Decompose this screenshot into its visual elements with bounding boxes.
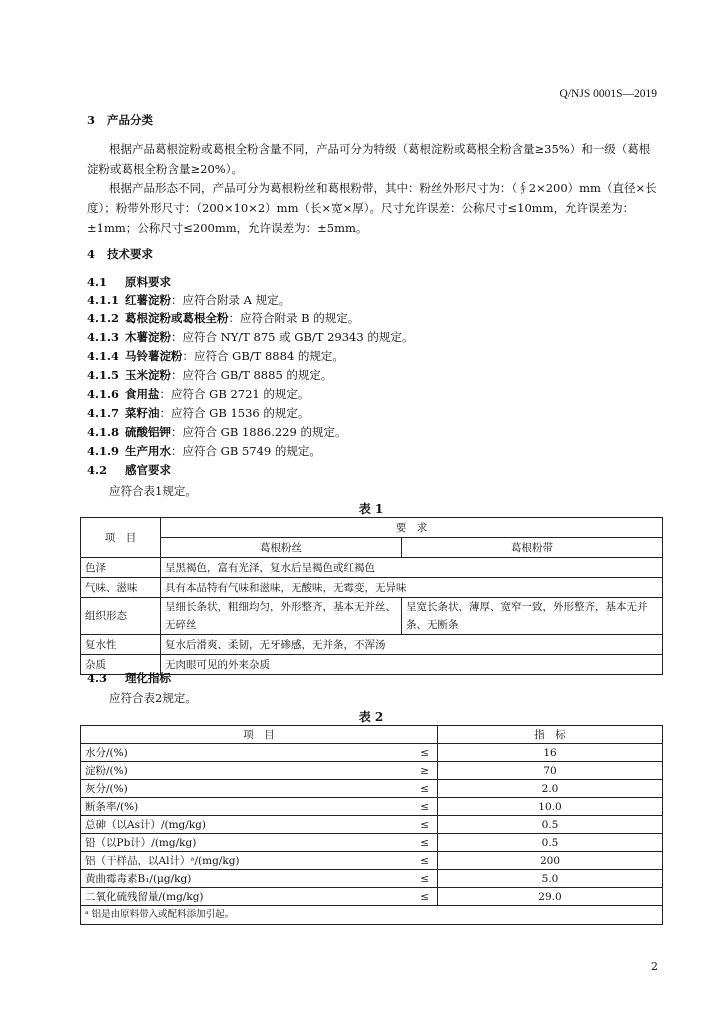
header-ribbon: 葛根粉带 — [402, 538, 663, 558]
table-2-caption: 表 2 — [358, 710, 384, 724]
document-code: Q/NJS 0001S—2019 — [559, 88, 657, 100]
table-row — [81, 635, 663, 655]
row-item: 淀粉/(%) — [81, 762, 337, 780]
subsection-number: 4.2 — [87, 463, 108, 477]
row-value: 70 — [438, 762, 663, 780]
header-item: 项 目 — [81, 518, 161, 558]
header-item: 项 目 — [81, 726, 438, 744]
table-row — [81, 834, 663, 852]
item-text: ：应符合 GB 1536 的规定。 — [159, 406, 310, 420]
row-item: 复水性 — [81, 635, 161, 655]
sensory-requirements-table — [80, 517, 663, 675]
section-3-heading — [87, 112, 153, 128]
table-row — [81, 888, 663, 906]
requirement-item — [87, 291, 290, 309]
item-name: 食用盐 — [125, 387, 160, 401]
table-header-row — [81, 518, 663, 538]
row-item: 水分/(%) — [81, 744, 337, 762]
item-number: 4.1.2 — [87, 311, 120, 325]
item-name: 马铃薯淀粉 — [125, 349, 183, 363]
item-name: 木薯淀粉 — [125, 330, 171, 344]
row-comparator: ≤ — [337, 744, 438, 762]
row-value: 200 — [438, 852, 663, 870]
requirement-item — [87, 404, 309, 422]
subsection-title: 原料要求 — [125, 275, 171, 289]
subsection-title: 感官要求 — [125, 463, 171, 477]
item-name: 生产用水 — [125, 444, 171, 458]
subsection-number: 4.1 — [87, 275, 108, 289]
item-name: 菜籽油 — [125, 406, 160, 420]
item-text: ：应符合 GB/T 8885 的规定。 — [171, 368, 333, 382]
item-number: 4.1.1 — [87, 293, 120, 307]
requirement-item — [87, 309, 359, 327]
row-comparator: ≤ — [337, 888, 438, 906]
requirement-item — [87, 347, 344, 365]
section-4-1-heading — [87, 274, 171, 290]
row-comparator: ≤ — [337, 852, 438, 870]
section-4-heading — [87, 246, 153, 262]
item-number: 4.1.3 — [87, 330, 120, 344]
requirement-item — [87, 423, 346, 441]
row-value: 0.5 — [438, 816, 663, 834]
item-name: 葛根淀粉或葛根全粉 — [125, 311, 229, 325]
row-value: 29.0 — [438, 888, 663, 906]
item-text: ：应符合 NY/T 875 或 GB/T 29343 的规定。 — [171, 330, 414, 344]
requirement-item — [87, 366, 332, 384]
item-number: 4.1.7 — [87, 406, 120, 420]
item-text: ：应符合 GB 5749 的规定。 — [171, 444, 321, 458]
table-footnote-row — [81, 906, 663, 925]
row-item: 杂质 — [81, 655, 161, 675]
row-requirement: 具有本品特有气味和滋味，无酸味，无霉变，无异味 — [161, 578, 663, 598]
row-comparator: ≤ — [337, 834, 438, 852]
table-1-caption: 表 1 — [358, 502, 384, 516]
item-text: ：应符合 GB/T 8884 的规定。 — [182, 349, 344, 363]
row-requirement: 无肉眼可见的外来杂质 — [161, 655, 663, 675]
table-1-reference: 应符合表1规定。 — [109, 484, 197, 498]
table-row — [81, 780, 663, 798]
row-item: 黄曲霉毒素B₁/(μg/kg) — [81, 870, 337, 888]
row-requirement-noodle: 呈细长条状，粗细均匀，外形整齐，基本无并丝、无碎丝 — [161, 598, 402, 635]
table-row — [81, 816, 663, 834]
table-row — [81, 852, 663, 870]
row-item: 灰分/(%) — [81, 780, 337, 798]
requirement-item — [87, 385, 309, 403]
item-number: 4.1.8 — [87, 425, 120, 439]
section-title: 技术要求 — [107, 247, 153, 261]
subsection-title: 理化指标 — [125, 671, 171, 685]
row-item: 断条率/(%) — [81, 798, 337, 816]
item-name: 硫酸铝钾 — [125, 425, 171, 439]
section-4-3-heading — [87, 670, 171, 686]
row-value: 10.0 — [438, 798, 663, 816]
section-3-paragraph-2: 根据产品形态不同，产品可分为葛根粉丝和葛根粉带，其中：粉丝外形尺寸为：（∮2×200）mm（直径×长度）；粉带外形尺寸：（200×10×2）mm（长×宽×厚）。尺寸允许误差：公称尺寸≤10mm，允许误差为：±1mm；公称尺寸≤200mm，允许误差为：±5mm。 — [87, 181, 657, 235]
table-subheader-row — [81, 538, 663, 558]
row-requirement-ribbon: 呈宽长条状，薄厚、宽窄一致，外形整齐，基本无并条、无断条 — [402, 598, 663, 635]
requirement-item — [87, 328, 413, 346]
row-item: 总砷（以As计）/(mg/kg) — [81, 816, 337, 834]
row-item: 气味、滋味 — [81, 578, 161, 598]
item-text: ：应符合附录 A 规定。 — [171, 293, 291, 307]
row-item: 铝（干样品，以Al计）ᵃ/(mg/kg) — [81, 852, 337, 870]
row-value: 2.0 — [438, 780, 663, 798]
table-row — [81, 762, 663, 780]
row-comparator: ≤ — [337, 816, 438, 834]
item-name: 红薯淀粉 — [125, 293, 171, 307]
item-number: 4.1.6 — [87, 387, 120, 401]
table-row — [81, 744, 663, 762]
item-text: ：应符合 GB 2721 的规定。 — [159, 387, 310, 401]
header-noodle: 葛根粉丝 — [161, 538, 402, 558]
subsection-number: 4.3 — [87, 671, 108, 685]
item-text: ：应符合附录 B 的规定。 — [228, 311, 360, 325]
section-3-paragraph-1: 根据产品葛根淀粉或葛根全粉含量不同，产品可分为特级（葛根淀粉或葛根全粉含量≥35%）和一级（葛根淀粉或葛根全粉含量≥20%）。 — [87, 142, 651, 176]
requirement-item — [87, 442, 321, 460]
table-2-reference: 应符合表2规定。 — [109, 691, 197, 705]
item-number: 4.1.4 — [87, 349, 120, 363]
table-row — [81, 798, 663, 816]
table-footnote: ᵃ 铝是由原料带入或配料添加引起。 — [81, 906, 663, 925]
table-row — [81, 578, 663, 598]
physicochemical-indicators-table — [80, 725, 663, 925]
row-item: 色泽 — [81, 558, 161, 578]
row-comparator: ≤ — [337, 780, 438, 798]
section-4-2-heading — [87, 462, 171, 478]
table-row — [81, 870, 663, 888]
row-value: 5.0 — [438, 870, 663, 888]
section-number: 4 — [87, 247, 96, 261]
row-item: 二氧化硫残留量/(mg/kg) — [81, 888, 337, 906]
page-number: 2 — [651, 960, 658, 973]
section-title: 产品分类 — [107, 113, 153, 127]
table-row — [81, 598, 663, 635]
row-requirement: 复水后滑爽、柔韧，无牙碜感，无并条，不浑汤 — [161, 635, 663, 655]
row-item: 铅（以Pb计）/(mg/kg) — [81, 834, 337, 852]
header-index: 指 标 — [438, 726, 663, 744]
row-value: 0.5 — [438, 834, 663, 852]
table-header-row — [81, 726, 663, 744]
row-comparator: ≤ — [337, 870, 438, 888]
row-item: 组织形态 — [81, 598, 161, 635]
row-comparator: ≤ — [337, 798, 438, 816]
item-name: 玉米淀粉 — [125, 368, 171, 382]
row-requirement: 呈黑褐色，富有光泽，复水后呈褐色或红褐色 — [161, 558, 663, 578]
table-row — [81, 558, 663, 578]
row-comparator: ≥ — [337, 762, 438, 780]
item-number: 4.1.9 — [87, 444, 120, 458]
item-number: 4.1.5 — [87, 368, 120, 382]
row-value: 16 — [438, 744, 663, 762]
item-text: ：应符合 GB 1886.229 的规定。 — [171, 425, 347, 439]
header-requirement: 要 求 — [161, 518, 663, 538]
section-number: 3 — [87, 113, 96, 127]
